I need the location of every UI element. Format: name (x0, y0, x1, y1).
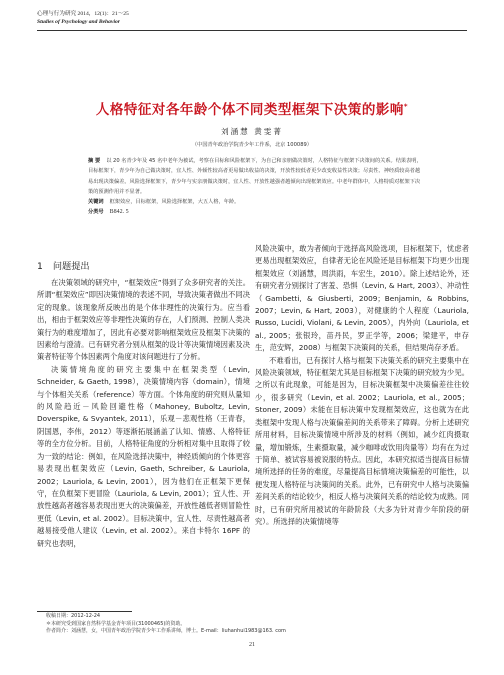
body-paragraph: 决策情境角度的研究主要集中在框架类型（Levin, Schneider, & Gaeth, 1998），决策情境内容（domain），情境与个体相关关系（reference）等方面。个体角度的研究则从量知的风险趋近－风险回避性格（Mahoney, Buboltz, Levin, Doverspike, & Svyantek, 2011），乐观－悲观性格（王青春，阴国恩，李伟，2012）等逐渐拓展涵盖了认知、情感、人格特征等的全方位分析。目前，人格特征角度的分析相对集中且取得了较为一致的结论：例如，在风险选择决策中，神经质倾向的个体更容易表现出框架效应（Levin, Gaeth, Schreiber, & Lauriola, 2002；Lauriola, & Levin, 2001），因为他们在正框架下更保守，在负框架下更冒险（Lauriola, & Levin, 2001）；宜人性、开放性越高者越容易表现出更大的决策偏差，开放性越低者则冒险性更低（Levin, et al. 2002）。目标决策中，宜人性、尽责性越高者越易接受他人建议（Levin, et al. 2002）。来自卡特尔 16PF 的研究也表明， (37, 364, 250, 548)
section-title: 问题提出 (52, 261, 90, 272)
funding-note: ＊本研究受到国家自然科学基金青年项目(31000465)的资助。 (46, 620, 186, 627)
title-footnote-mark: * (403, 102, 409, 111)
classification-value: B842. 5 (109, 209, 129, 216)
body-paragraph: 风险决策中，敢为者倾向于选择高风险选项，目标框架下，忧虑者更易出现框架效应，自律者无论在风险还是目标框架下均更少出现框架效应（刘涵慧，周洪雨，车宏生，2010）。除上述结论外，还有研究者分别探讨了害羞、恐惧（Levin, & Hart, 2003）、冲动性（Gambetti, & Giusberti, 2009；Benjamin, & Robbins, 2007；Levin, & Hart, 2003），对健康的个人程度（Lauriola, Russo, Lucidi, Violani, & Levin, 2005），内外向（Lauriola, et al., 2005；张银玲，苗丹民，罗正学等，2006；梁建平，申存生，范安辉，2008）与框架下决策间的关系，但结果尚存矛盾。 (255, 244, 469, 353)
received-date: 收稿日期：2012-12-24 (46, 613, 101, 619)
title-text: 人格特征对各年龄个体不同类型框架下决策的影响 (95, 102, 404, 118)
journal-cn: 心理与行为研究 2014，12(1)：21～25 (37, 11, 129, 17)
keywords-label: 关键词 (88, 199, 104, 206)
right-column (255, 243, 469, 528)
section-number: 1 (37, 261, 43, 272)
abstract (88, 156, 424, 197)
keywords (88, 197, 424, 207)
abstract-text: 以 20 名青少年及 45 名中老年为被试，考察在目标和风险框架下，为自己和亲朋做决策时，人格特征与框架下决策间的关系。结果表明，目标框架下，青少年为自己做决策时，宜人性、外倾性较高者更易做出收益的决策，开放性较低者更少改变收益性决策；尽责性、神经质较高者越易出现决策偏差。风险选择框架下，青少年与实亲朋做决策时，宜人性、开放性越强者越倾向出现框架效应。中老年群体中，人格特质对框架下决策的预测作用并不显著。 (88, 158, 422, 195)
abstract-block (88, 156, 424, 218)
abstract-label: 摘 要 (88, 158, 101, 164)
journal-en: Studies of Psychology and Behavior (37, 19, 120, 25)
author-bio: 作者简介：刘涵慧，女，中国青年政治学院青少年工作系讲师，博士。E-mail：liuhanhui1983@163. com (46, 628, 286, 635)
footnotes (37, 613, 467, 636)
header-rule (37, 30, 467, 31)
left-column (37, 261, 250, 550)
authors: 刘涵慧 黄雯菁 (221, 127, 283, 136)
body-paragraph: 在决策领域的研究中，“框架效应”得到了众多研究者的关注。所谓“框架效应”即因决策情境的表述不同，导致决策者做出不同决定的现象。该现象所反映出的是个体非理性的决策行为。应当看出，相由于框架效应等非理性决策的存在，人们预测、控制人类决策行为的难度增加了，因此有必要对影响框架效应及框架下决策的因素给与澄清。已有研究者分别从框架的设计等决策情境因素及决策者特征等个体因素两个角度对该问题进行了分析。 (37, 278, 250, 362)
classification (88, 207, 424, 217)
paper-title (0, 98, 504, 118)
classification-label: 分类号 (88, 209, 104, 216)
running-header (37, 10, 129, 26)
section-heading (37, 261, 250, 273)
page-number: 21 (249, 642, 255, 648)
footnote-rule (37, 611, 132, 612)
keywords-text: 框架效应，目标框架，风险选择框架，大五人格，年龄。 (109, 199, 240, 206)
body-paragraph: 不难看出，已有探讨人格与框架下决策关系的研究主要集中在风险决策领域，特征框架尤其是目标框架下决策的研究较为少见。之所以有此现象，可能是因为，目标决策框架中决策偏差往往较少，很多研究（Levin, et al. 2002；Lauriola, et al., 2005；Stoner, 2009）未能在目标决策中发现框架效应，这也就为在此类框架中发现人格与决策偏差间的关系带来了障碍。分析上述研究所用材料，目标决策情境中所涉及的材料（例如，减少红肉摄取量，增加锻炼，生素摄取量，减少咖啡或饮用肉量等）均有在为过于简单、被试容易被说服的特点。因此，本研究拟适当提高目标情境所选择的任务的难度，尽量提高目标情境决策偏差的可能性，以便发现人格特征与决策间的关系。此外，已有研究中人格与决策偏差间关系的结论较少，相反人格与决策间关系的结论较为成熟。同时，已有研究所用被试的年龄阶段（大多为针对青少年阶段的研究）。所选择的决策情境等 (255, 355, 469, 526)
affiliation: （中国青年政治学院青少年工作系，北京 100089） (191, 142, 312, 148)
